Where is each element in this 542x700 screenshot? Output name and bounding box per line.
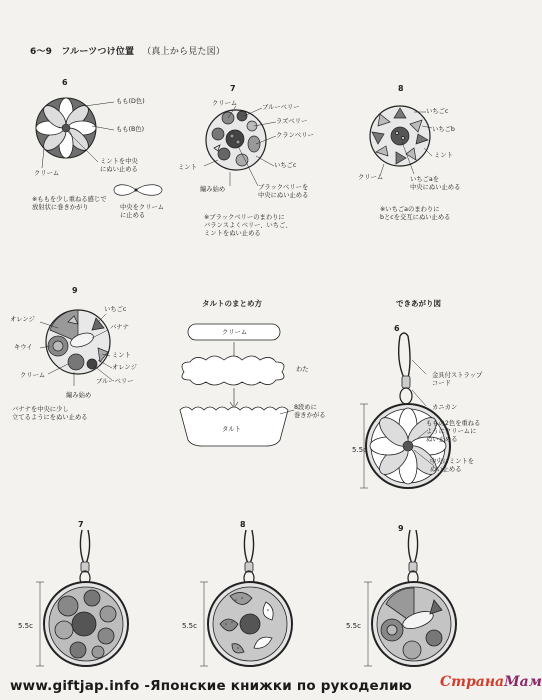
finished7-diagram [28, 526, 138, 670]
bottom-dim-8: 5.5c [182, 622, 197, 630]
fig8-label-ichigo-c: いちごc [426, 108, 449, 115]
finished-label-kanikan: カニカン [432, 404, 458, 411]
finished8-diagram [192, 526, 302, 670]
fig8-label-mint: ミント [434, 152, 453, 159]
fig9-label-cream: クリーム [20, 372, 46, 379]
fig9-label-start: 編み始め [66, 392, 92, 399]
fig7-number: 7 [230, 84, 236, 93]
bottom-number-9: 9 [398, 524, 404, 533]
fig9-label-orange: オレンジ [10, 316, 35, 323]
fig8-note: ※いちごaのまわりに bとcを交互にぬい止める [380, 206, 451, 221]
finished9-diagram [356, 526, 466, 670]
watermark-a: Страна [440, 674, 505, 690]
tart-label-wata: わた [296, 366, 309, 373]
fig6-label-momo-d: もも(D色) [116, 98, 145, 105]
fig7-label-blackberry: ブラックベリーを 中央にぬい止める [258, 184, 309, 199]
fig6-number: 6 [62, 78, 68, 87]
fig7-note: ※ブラックベリーのまわりに バランスよくベリー、いちご、 ミントをぬい止める [204, 214, 292, 237]
fig9-number: 9 [72, 286, 78, 295]
page-title-main: 6〜9 フルーツつけ位置 [30, 47, 135, 57]
watermark-b: Мам [504, 674, 542, 690]
fig9-note: バナナを中央に少し 立てるようにをぬい止める [12, 406, 88, 421]
fig8-label-ichigo-a: いちごaを 中央にぬい止める [410, 176, 461, 191]
bottom-number-7: 7 [78, 520, 84, 529]
fig7-label-mint: ミント [178, 164, 197, 171]
tart-label-tart: タルト [222, 426, 241, 433]
fig6-label-cream: クリーム [34, 170, 60, 177]
finished-title: できあがり図 [396, 299, 441, 308]
page-title-sub: （真上から見た図） [142, 47, 226, 57]
fig6-label-mint: ミントを中央 にぬい止める [100, 158, 138, 173]
fig9-label-kiwi: キウイ [14, 344, 33, 351]
bottom-dim-7: 5.5c [18, 622, 33, 630]
bottom-dim-9: 5.5c [346, 622, 361, 630]
fig7-leaders [200, 100, 300, 200]
finished-label-momo: ももの2色を重ねる ようにクリームに ぬい止める [426, 420, 481, 443]
fig6-mint-detail [112, 180, 166, 200]
fig8-label-ichigo-b: いちごb [432, 126, 455, 133]
tart-title: タルトのまとめ方 [202, 299, 262, 308]
page-title [30, 44, 225, 57]
finished-dim: 5.5c [352, 446, 367, 454]
tart-label-cream: クリーム [222, 329, 248, 336]
fig7-label-raspberry: ラズベリー [276, 118, 308, 125]
fig7-label-blueberry: ブルーベリー [262, 104, 300, 111]
fig9-label-orange2: オレンジ [112, 364, 137, 371]
watermark-logo [440, 674, 542, 690]
fig7-label-ichigo-c: いちごc [274, 162, 297, 169]
finished6-diagram [356, 330, 466, 500]
fig8-label-cream: クリーム [358, 174, 384, 181]
fig9-label-banana: バナナ [110, 324, 129, 331]
fig7-label-cream: クリーム [212, 100, 238, 107]
footer-text: www.giftjap.info -Японские книжки по рукоделию [10, 678, 412, 694]
bottom-number-8: 8 [240, 520, 246, 529]
fig6-label-mint-center: 中央をクリーム に止める [120, 204, 165, 219]
finished-label-strap: 金具付ストラップ コード [432, 372, 483, 387]
fig8-number: 8 [398, 84, 404, 93]
tart-diagram [176, 318, 306, 450]
fig7-label-start: 編み始め [200, 186, 226, 193]
tart-label-note: 8段めに 巻きかがる [294, 404, 326, 419]
fig7-label-cranberry: クランベリー [276, 132, 314, 139]
fig6-label-momo-b: もも(B色) [116, 126, 145, 133]
fig9-label-blueberry: ブルーベリー [96, 378, 134, 385]
finished-label-mint: 中央にミントを ぬい止める [430, 458, 475, 473]
fig6-diagram [30, 92, 110, 172]
fig9-label-mint: ミント [112, 352, 131, 359]
fig9-label-ichigo-c: いちごc [104, 306, 127, 313]
fig6-note: ※ももを少し重ねる感じで 放射状に巻きかがり [32, 196, 107, 211]
finished-number: 6 [394, 324, 400, 333]
